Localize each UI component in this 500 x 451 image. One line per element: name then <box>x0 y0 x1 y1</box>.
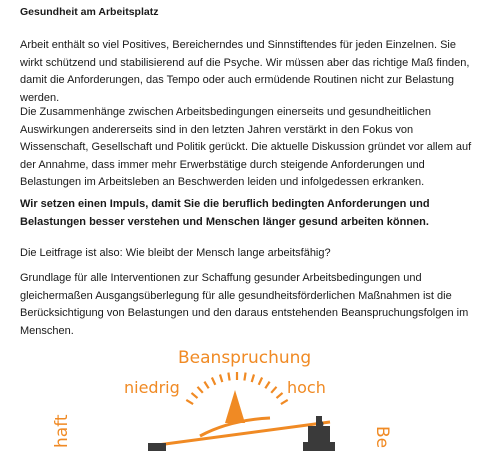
strain-gauge-figure <box>0 340 500 451</box>
left-weight <box>148 443 166 451</box>
gauge-tick <box>265 382 269 389</box>
paragraph-context: Die Zusammenhänge zwischen Arbeitsbedingungen einerseits und gesundheitlichen Auswirkungen andererseits sind in den letzten Jahren verstärkt in den Fokus von Wissenschaft, Gesellschaft und Politik gerückt. Die aktuelle Diskussion gründet vor allem auf der Annahme, dass immer mehr Erwerbstätige durch steigende Anforderungen und Belastungen im Arbeitsleben an Beschwerden leiden und infolgedessen erkranken. <box>20 106 472 188</box>
right-weight-base <box>303 442 335 451</box>
gauge-tick <box>198 387 203 393</box>
right-weight-body <box>308 426 330 442</box>
gauge-tick <box>192 393 198 398</box>
gauge-tick <box>244 373 245 381</box>
gauge-tick <box>277 393 283 398</box>
gauge-tick <box>186 400 193 404</box>
gauge-tick <box>204 382 208 389</box>
gauge-tick <box>271 387 276 393</box>
label-right-vertical: Be <box>372 426 392 449</box>
document-title: Gesundheit am Arbeitsplatz <box>20 6 159 18</box>
paragraph-guiding-question: Die Leitfrage ist also: Wie bleibt der Mensch lange arbeitsfähig? <box>20 247 331 259</box>
gauge-tick <box>252 375 254 383</box>
label-niedrig: niedrig <box>124 378 180 397</box>
gauge-tick <box>228 373 229 381</box>
gauge-tick <box>281 400 288 404</box>
paragraph-foundation: Grundlage für alle Interventionen zur Schaffung gesunder Arbeitsbedingungen und gleichermaßen Ausgangsüberlegung für alle gesundheitsförderlichen Maßnahmen ist die Berücksichtigung von Belastungen und den daraus entstehenden Beanspruchungsfolgen im Menschen. <box>20 272 469 337</box>
gauge-tick <box>220 375 222 383</box>
gauge-tick <box>212 378 215 385</box>
gauge-tick <box>259 378 262 385</box>
label-beanspruchung: Beanspruchung <box>178 348 312 368</box>
label-hoch: hoch <box>287 378 326 397</box>
label-left-vertical: haft <box>52 414 72 448</box>
gauge-needle <box>225 390 245 423</box>
right-weight-top <box>316 416 322 426</box>
paragraph-intro: Arbeit enthält so viel Positives, Bereicherndes und Sinnstiftendes für jeden Einzelnen. Sie wirkt schützend und stabilisierend auf die Psyche. Wir müssen aber das richtige Maß finden, damit die Anforderungen, das Tempo oder auch ermüdende Routinen nicht zur Belastung werden. <box>20 39 470 104</box>
paragraph-impulse: Wir setzen einen Impuls, damit Sie die beruflich bedingten Anforderungen und Belastungen besser verstehen und Menschen länger gesund arbeiten können. <box>20 198 430 228</box>
